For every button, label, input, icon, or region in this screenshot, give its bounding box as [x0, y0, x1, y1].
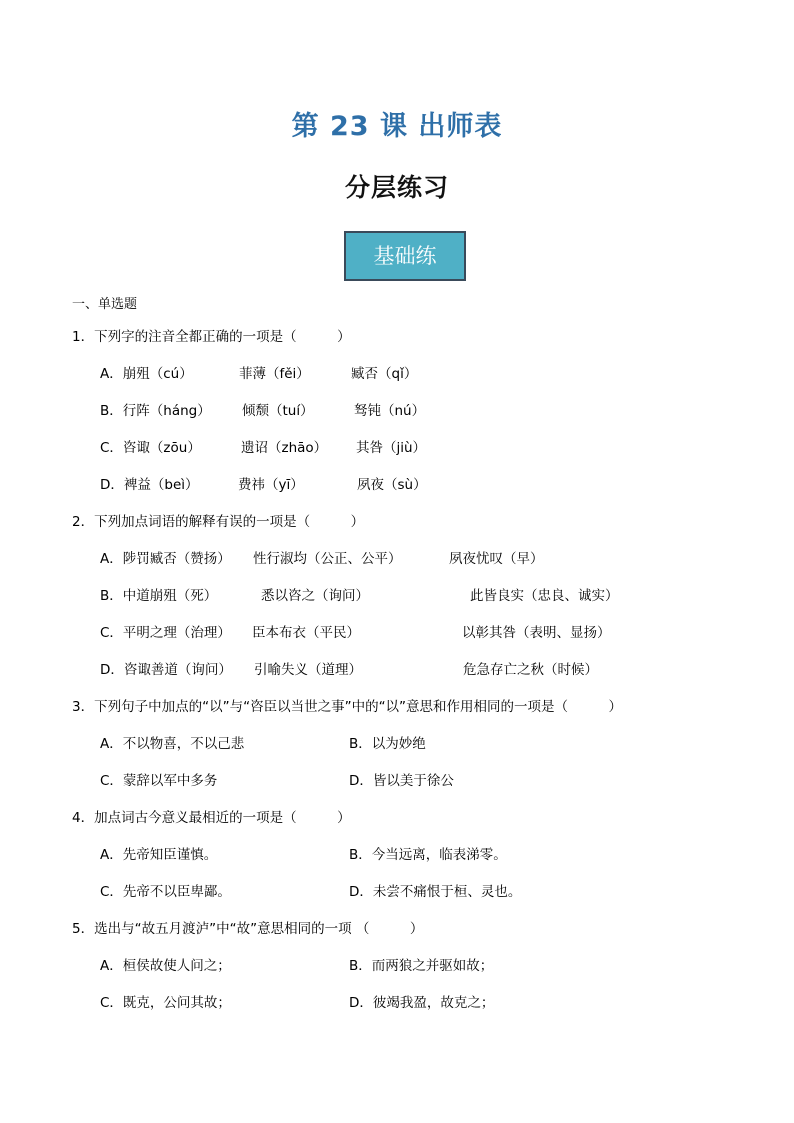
question-stem-3: 3．下列句子中加点的“以”与“咨臣以当世之事”中的“以”意思和作用相同的一项是（ ）: [72, 699, 623, 715]
option-1-b-2: 倾颓（tuí）: [242, 403, 314, 419]
option-1-d-2: 费祎（yī）: [238, 477, 304, 493]
option-2-c: C．平明之理（治理）: [100, 625, 231, 641]
section-heading: 一、单选题: [72, 297, 138, 312]
option-2-b-2: 悉以咨之（询问）: [261, 588, 369, 604]
option-2-b-3: 此皆良实（忠良、诚实）: [470, 588, 619, 604]
option-4-a: A．先帝知臣谨慎。: [100, 847, 218, 863]
option-2-c-3: 以彰其咎（表明、显扬）: [462, 625, 611, 641]
option-1-c-2: 遗诏（zhāo）: [241, 440, 328, 456]
option-1-b-3: 驽钝（nú）: [354, 403, 426, 419]
option-5-c: C．既克，公问其故；: [100, 995, 231, 1011]
option-3-b: B．以为妙绝: [349, 736, 426, 752]
option-4-c: C．先帝不以臣卑鄙。: [100, 884, 231, 900]
option-1-a-2: 菲薄（fěi）: [239, 366, 310, 382]
option-1-d: D．裨益（beì）: [100, 477, 199, 493]
option-1-d-3: 夙夜（sù）: [357, 477, 427, 493]
question-stem-2: 2．下列加点词语的解释有误的一项是（ ）: [72, 514, 365, 530]
option-2-a-2: 性行淑均（公正、公平）: [253, 551, 402, 567]
question-stem-4: 4．加点词古今意义最相近的一项是（ ）: [72, 810, 351, 826]
option-5-d: D．彼竭我盈，故克之；: [349, 995, 495, 1011]
lesson-title: 第 23 课 出师表: [291, 111, 503, 142]
option-3-d: D．皆以美于徐公: [349, 773, 454, 789]
level-badge: 基础练: [344, 231, 466, 281]
option-2-d: D．咨诹善道（询问）: [100, 662, 232, 678]
option-2-a: A．陟罚臧否（赞扬）: [100, 551, 231, 567]
option-3-c: C．蒙辞以军中多务: [100, 773, 218, 789]
page-subtitle: 分层练习: [344, 173, 449, 202]
question-stem-1: 1．下列字的注音全都正确的一项是（ ）: [72, 329, 351, 345]
option-1-a: A．崩殂（cú）: [100, 366, 193, 382]
option-3-a: A．不以物喜，不以己悲: [100, 736, 245, 752]
option-5-a: A．桓侯故使人问之；: [100, 958, 231, 974]
option-2-d-3: 危急存亡之秋（时候）: [463, 662, 598, 678]
option-2-a-3: 夙夜忧叹（早）: [449, 551, 544, 567]
option-2-c-2: 臣本布衣（平民）: [252, 625, 360, 641]
option-1-a-3: 臧否（qǐ）: [351, 366, 418, 382]
option-2-b: B．中道崩殂（死）: [100, 588, 218, 604]
option-4-d: D．未尝不痛恨于桓、灵也。: [349, 884, 522, 900]
question-stem-5: 5．选出与“故五月渡泸”中“故”意思相同的一项 （ ）: [72, 921, 424, 937]
option-1-c: C．咨诹（zōu）: [100, 440, 201, 456]
option-1-b: B．行阵（háng）: [100, 403, 211, 419]
option-1-c-3: 其咎（jiù）: [356, 440, 427, 456]
option-2-d-2: 引喻失义（道理）: [254, 662, 362, 678]
option-5-b: B．而两狼之并驱如故；: [349, 958, 494, 974]
option-4-b: B．今当远离，临表涕零。: [349, 847, 507, 863]
